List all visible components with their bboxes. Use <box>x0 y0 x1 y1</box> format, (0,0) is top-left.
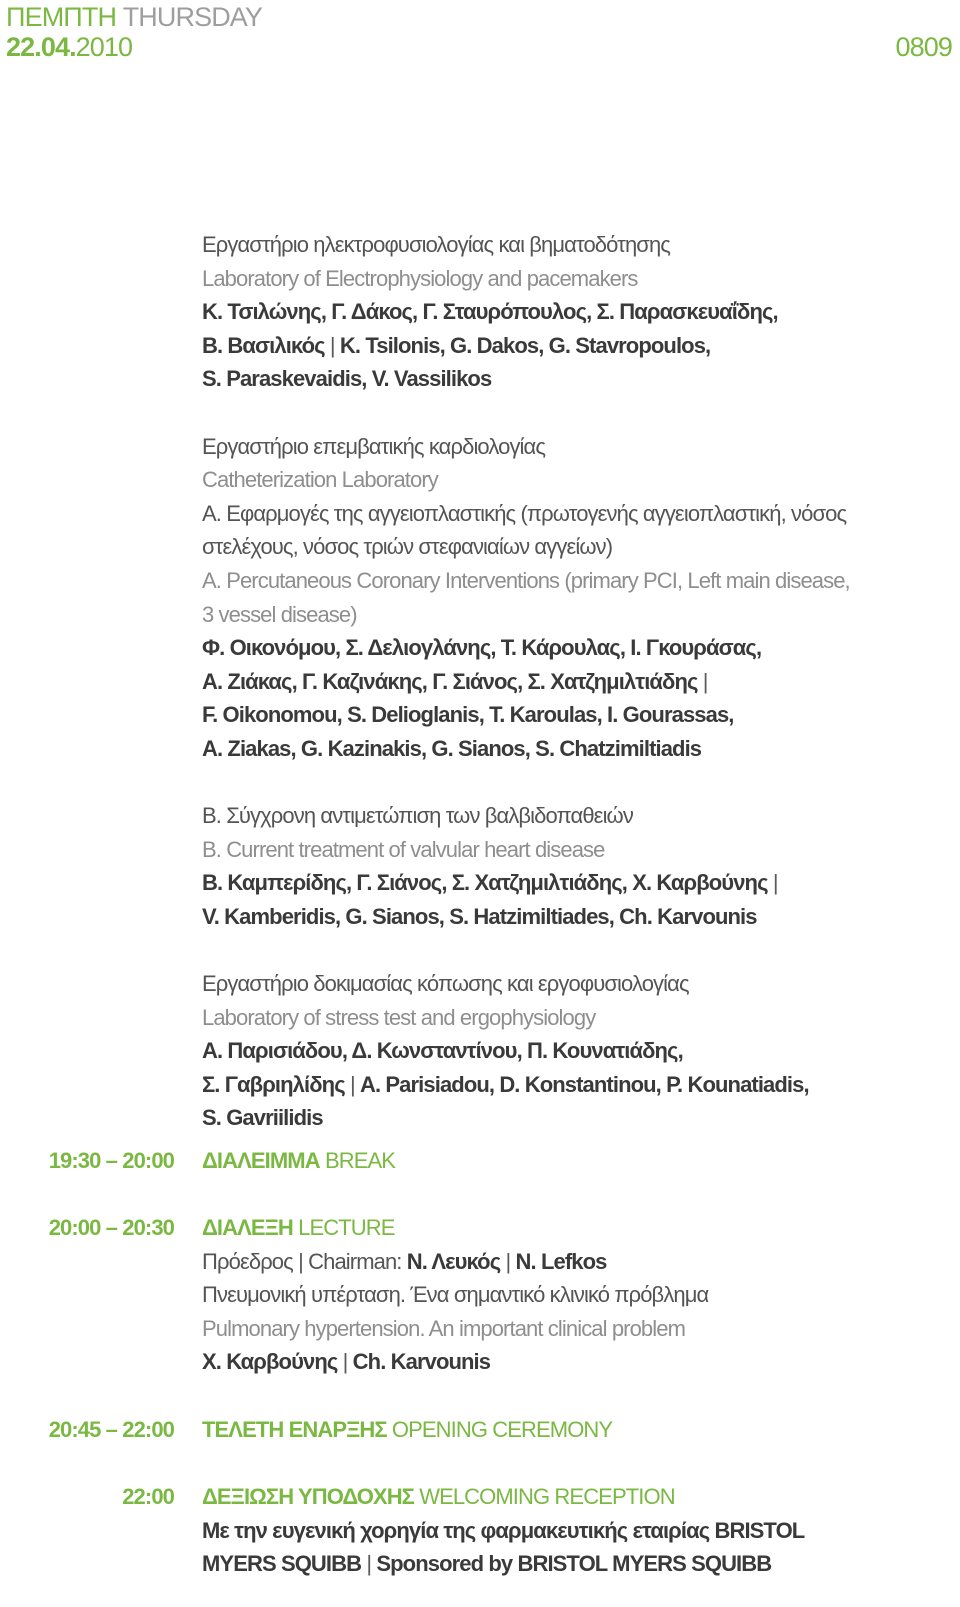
speaker-greek: Χ. Καρβούνης <box>202 1349 338 1375</box>
topic-people <box>202 866 942 900</box>
lab-people <box>202 1068 942 1102</box>
separator: | <box>342 1349 348 1375</box>
date-year: 2010 <box>75 32 133 62</box>
topic-english: A. Percutaneous Coronary Interventions (primary PCI, Left main disease, <box>202 567 850 593</box>
separator: | <box>298 1248 303 1274</box>
session-title-greek: ΔΙΑΛΕΙΜΜΑ <box>202 1148 320 1173</box>
topic-english: 3 vessel disease) <box>202 601 357 627</box>
session-title <box>202 1211 947 1245</box>
people-greek: Α. Ζιάκας, Γ. Καζινάκης, Γ. Σιάνος, Σ. Χατζημιλτιάδης <box>202 668 698 694</box>
page-number: 0809 <box>895 32 952 62</box>
lab-catheterization <box>202 430 942 934</box>
session-time: 22:00 <box>122 1484 174 1509</box>
lab-title-greek: Εργαστήριο δοκιμασίας κόπωσης και εργοφυσιολογίας <box>202 971 689 997</box>
topic-greek: Α. Εφαρμογές της αγγειοπλαστικής (πρωτογενής αγγειοπλαστική, νόσος <box>202 500 847 526</box>
sponsor-english: Sponsored by BRISTOL MYERS SQUIBB <box>376 1551 772 1577</box>
lab-people: S. Paraskevaidis, V. Vassilikos <box>202 366 492 392</box>
date-heading <box>6 30 132 64</box>
day-greek: ΠΕΜΠΤΗ <box>6 2 117 32</box>
separator: | <box>366 1551 372 1577</box>
session-title-greek: ΔΙΑΛΕΞΗ <box>202 1215 293 1240</box>
topic-people: F. Oikonomou, S. Delioglanis, T. Karoulas, I. Gourassas, <box>202 702 734 728</box>
lab-stress-test <box>202 967 942 1135</box>
person-greek: Σ. Γαβριηλίδης <box>202 1071 345 1097</box>
separator: | <box>329 332 335 358</box>
separator: | <box>772 870 778 896</box>
people-english: A. Parisiadou, D. Konstantinou, P. Kounatiadis, <box>360 1071 809 1097</box>
session-title <box>202 1480 947 1514</box>
person-greek: Β. Βασιλικός <box>202 332 325 358</box>
lab-people: S. Gavriilidis <box>202 1105 323 1131</box>
session-title <box>202 1413 947 1447</box>
session-title-english: BREAK <box>324 1148 396 1173</box>
session-time: 20:45 – 22:00 <box>48 1417 174 1442</box>
people-english: K. Tsilonis, G. Dakos, G. Stavropoulos, <box>339 332 711 358</box>
session-time: 20:00 – 20:30 <box>48 1215 174 1240</box>
people-greek: Β. Καμπερίδης, Γ. Σιάνος, Σ. Χατζημιλτιάδης, Χ. Καρβούνης <box>202 870 768 896</box>
topic-english: B. Current treatment of valvular heart disease <box>202 836 605 862</box>
lab-title-english: Catheterization Laboratory <box>202 467 438 493</box>
separator: | <box>349 1071 355 1097</box>
session-title-english: OPENING CEREMONY <box>391 1417 613 1442</box>
date-day-month: 22.04. <box>6 32 76 62</box>
topic-people <box>202 665 942 699</box>
lab-electrophysiology <box>202 228 942 396</box>
separator: | <box>702 668 708 694</box>
page-header <box>6 0 952 66</box>
session-title-greek: ΤΕΛΕΤΗ ΕΝΑΡΞΗΣ <box>202 1417 387 1442</box>
lecture-topic-english: Pulmonary hypertension. An important clinical problem <box>202 1315 686 1341</box>
sponsor-line <box>202 1547 947 1581</box>
sponsor-greek-end: MYERS SQUIBB <box>202 1551 362 1577</box>
lab-sessions <box>202 228 942 1135</box>
separator: | <box>505 1248 511 1274</box>
chair-label-greek: Πρόεδρος <box>202 1248 293 1274</box>
chair-name-english: N. Lefkos <box>515 1248 607 1274</box>
sponsor-line: Με την ευγενική χορηγία της φαρμακευτικής εταιρίας BRISTOL <box>202 1517 805 1543</box>
day-heading <box>6 0 262 34</box>
lab-title-greek: Εργαστήριο επεμβατικής καρδιολογίας <box>202 433 546 459</box>
day-english: THURSDAY <box>122 2 263 32</box>
lecture-topic-greek: Πνευμονική υπέρταση. Ένα σημαντικό κλινικό πρόβλημα <box>202 1282 709 1308</box>
topic-people: V. Kamberidis, G. Sianos, S. Hatzimiltiades, Ch. Karvounis <box>202 903 757 929</box>
lab-title-english: Laboratory of Electrophysiology and pacemakers <box>202 265 638 291</box>
session-title-english: LECTURE <box>298 1215 395 1240</box>
chair-name-greek: Ν. Λευκός <box>406 1248 501 1274</box>
chairman-line <box>202 1245 947 1279</box>
topic-people: A. Ziakas, G. Kazinakis, G. Sianos, S. Chatzimiltiadis <box>202 735 702 761</box>
lab-title-english: Laboratory of stress test and ergophysiology <box>202 1004 596 1030</box>
session-title <box>202 1144 947 1178</box>
session-title-english: WELCOMING RECEPTION <box>419 1484 675 1509</box>
chair-label-english: Chairman: <box>308 1248 402 1274</box>
speaker-line <box>202 1345 947 1379</box>
lab-people <box>202 329 942 363</box>
lab-people: Κ. Τσιλώνης, Γ. Δάκος, Γ. Σταυρόπουλος, Σ. Παρασκευαΐδης, <box>202 299 778 325</box>
lab-title-greek: Εργαστήριο ηλεκτροφυσιολογίας και βηματοδότησης <box>202 232 671 257</box>
topic-people: Φ. Οικονόμου, Σ. Δελιογλάνης, Τ. Κάρουλας, Ι. Γκουράσας, <box>202 635 762 661</box>
session-time: 19:30 – 20:00 <box>48 1148 174 1173</box>
session-title-greek: ΔΕΞΙΩΣΗ ΥΠΟΔΟΧΗΣ <box>202 1484 414 1509</box>
lab-people: Α. Παρισιάδου, Δ. Κωνσταντίνου, Π. Κουνατιάδης, <box>202 1038 683 1064</box>
speaker-english: Ch. Karvounis <box>352 1349 491 1375</box>
topic-greek: στελέχους, νόσος τριών στεφανιαίων αγγείων) <box>202 534 613 560</box>
topic-greek: Β. Σύγχρονη αντιμετώπιση των βαλβιδοπαθειών <box>202 803 633 829</box>
